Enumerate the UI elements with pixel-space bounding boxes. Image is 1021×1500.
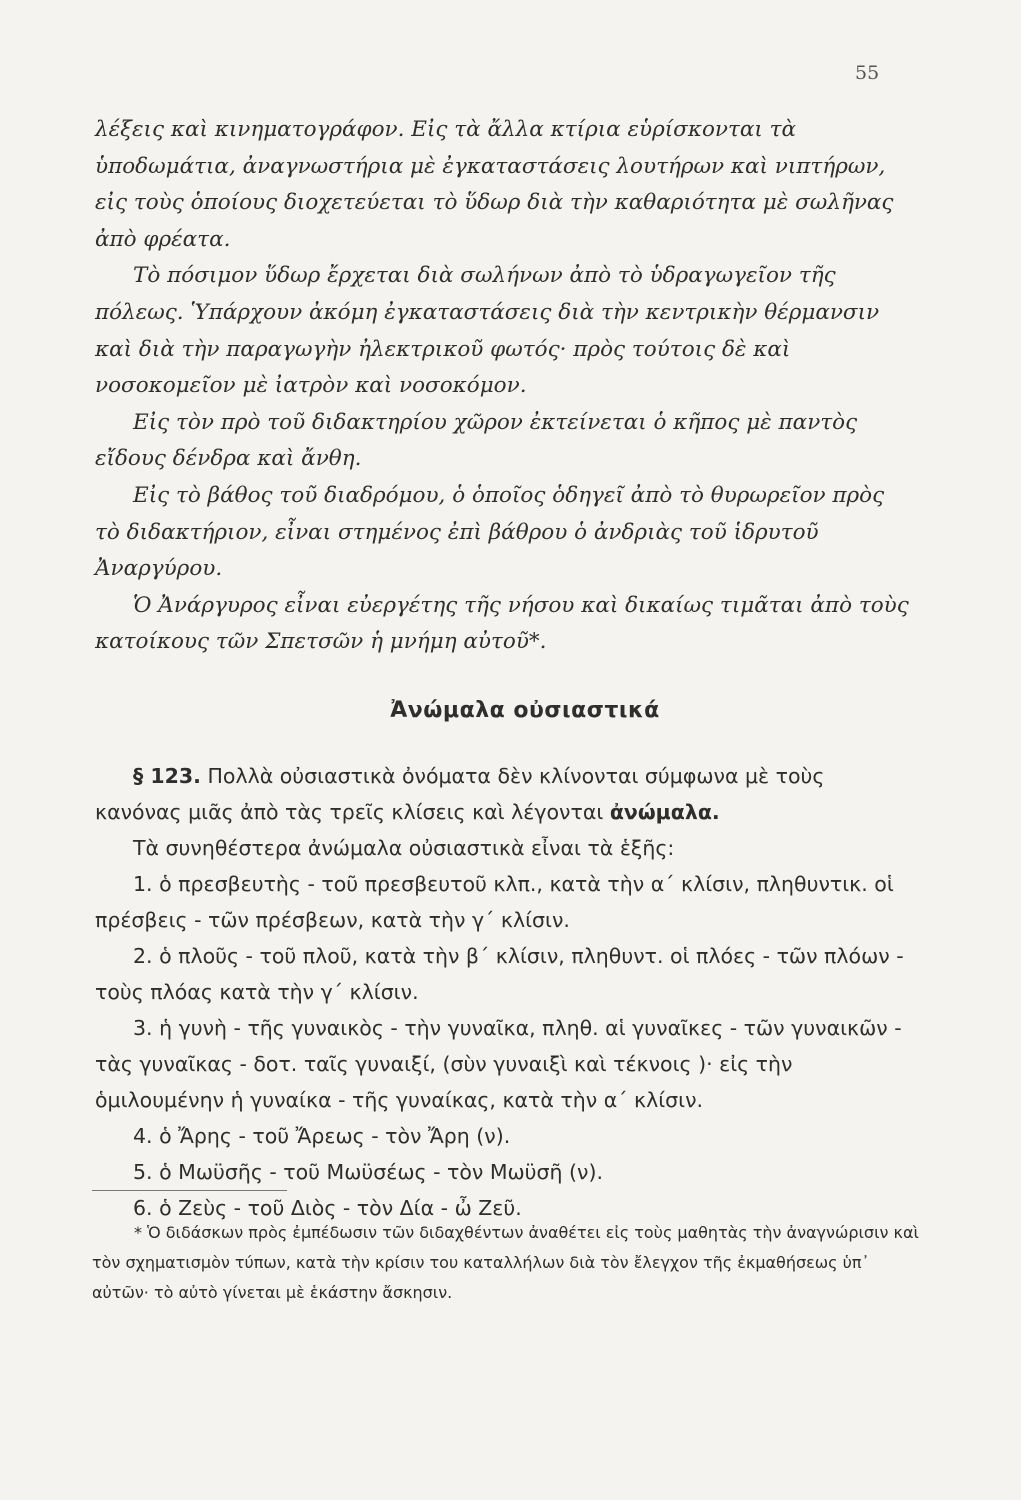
footnote-divider	[92, 1190, 287, 1191]
section-123	[95, 758, 915, 830]
footnote: * Ὁ διδάσκων πρὸς ἐμπέδωσιν τῶν διδαχθέντων ἀναθέτει εἰς τοὺς μαθητὰς τὴν ἀναγνώρισιν καὶ τὸν σχηματισμὸν τύπων, κατὰ τὴν κρίσιν του καταλλήλων διὰ τὸν ἔλεγχον τῆς ἐκμαθήσεως ὑπ᾽ αὐτῶν· τὸ αὐτὸ γίνεται μὲ ἑκάστην ἄσκησιν.	[92, 1223, 919, 1302]
section-title: Ἀνώμαλα οὐσιαστικά	[390, 697, 660, 723]
paragraph-5: Ὁ Ἀνάργυρος εἶναι εὐεργέτης τῆς νήσου καὶ δικαίως τιμᾶται ἀπὸ τοὺς κατοίκους τῶν Σπετσῶν ἡ μνήμη αὐτοῦ*.	[95, 592, 909, 655]
section-number: § 123.	[133, 763, 201, 788]
paragraph-3: Εἰς τὸν πρὸ τοῦ διδακτηρίου χῶρον ἐκτείνεται ὁ κῆπος μὲ παντὸς εἴδους δένδρα καὶ ἄνθη.	[95, 409, 858, 472]
page-number: 55	[855, 62, 880, 84]
lower-section	[95, 758, 915, 1226]
section-term: ἀνώμαλα.	[609, 799, 720, 824]
paragraph-2: Τὸ πόσιμον ὕδωρ ἔρχεται διὰ σωλήνων ἀπὸ τὸ ὑδραγωγεῖον τῆς πόλεως. Ὑπάρχουν ἀκόμη ἐγκαταστάσεις διὰ τὴν κεντρικὴν θέρμανσιν καὶ διὰ τὴν παραγωγὴν ἠλεκτρικοῦ φωτός· πρὸς τούτοις δὲ καὶ νοσοκομεῖον μὲ ἰατρὸν καὶ νοσοκόμον.	[95, 263, 880, 399]
paragraph-4: Εἰς τὸ βάθος τοῦ διαδρόμου, ὁ ὁποῖος ὁδηγεῖ ἀπὸ τὸ θυρωρεῖον πρὸς τὸ διδακτήριον, εἶναι στημένος ἐπὶ βάθρου ὁ ἀνδριὰς τοῦ ἱδρυτοῦ Ἀναργύρου.	[95, 482, 885, 582]
list-item: 4. ὁ Ἄρης - τοῦ Ἄρεως - τὸν Ἄρη (ν).	[133, 1123, 511, 1148]
section-text: Πολλὰ οὐσιαστικὰ ὀνόματα δὲν κλίνονται σύμφωνα μὲ τοὺς κανόνας μιᾶς ἀπὸ τὰς τρεῖς κλίσεις καὶ λέγονται	[95, 763, 825, 824]
list-item: 2. ὁ πλοῦς - τοῦ πλοῦ, κατὰ τὴν β´ κλίσιν, πληθυντ. οἱ πλόες - τῶν πλόων - τοὺς πλόας κατὰ τὴν γ´ κλίσιν.	[95, 943, 904, 1004]
list-item: 1. ὁ πρεσβευτὴς - τοῦ πρεσβευτοῦ κλπ., κατὰ τὴν α´ κλίσιν, πληθυντικ. οἱ πρέσβεις - τῶν πρέσβεων, κατὰ τὴν γ´ κλίσιν.	[95, 871, 894, 932]
main-text	[95, 112, 915, 1226]
list-item: 3. ἡ γυνὴ - τῆς γυναικὸς - τὴν γυναῖκα, πληθ. αἱ γυναῖκες - τῶν γυναικῶν - τὰς γυναῖκας - δοτ. ταῖς γυναιξί, (σὺν γυναιξὶ καὶ τέκνοις )· εἰς τὴν ὁμιλουμένην ἡ γυναίκα - τῆς γυναίκας, κατὰ τὴν α´ κλίσιν.	[95, 1015, 902, 1112]
list-item: 6. ὁ Ζεὺς - τοῦ Διὸς - τὸν Δία - ὦ Ζεῦ.	[133, 1195, 522, 1220]
paragraph-1: λέξεις καὶ κινηματογράφον. Εἰς τὰ ἄλλα κτίρια εὑρίσκονται τὰ ὑποδωμάτια, ἀναγνωστήρια μὲ ἐγκαταστάσεις λουτήρων καὶ νιπτήρων, εἰς τοὺς ὁποίους διοχετεύεται τὸ ὕδωρ διὰ τὴν καθαριότητα μὲ σωλῆνας ἀπὸ φρέατα.	[95, 117, 894, 252]
intro-line: Τὰ συνηθέστερα ἀνώμαλα οὐσιαστικὰ εἶναι τὰ ἑξῆς:	[133, 835, 675, 860]
list-item: 5. ὁ Μωϋσῆς - τοῦ Μωϋσέως - τὸν Μωϋσῆ (ν).	[133, 1159, 604, 1184]
